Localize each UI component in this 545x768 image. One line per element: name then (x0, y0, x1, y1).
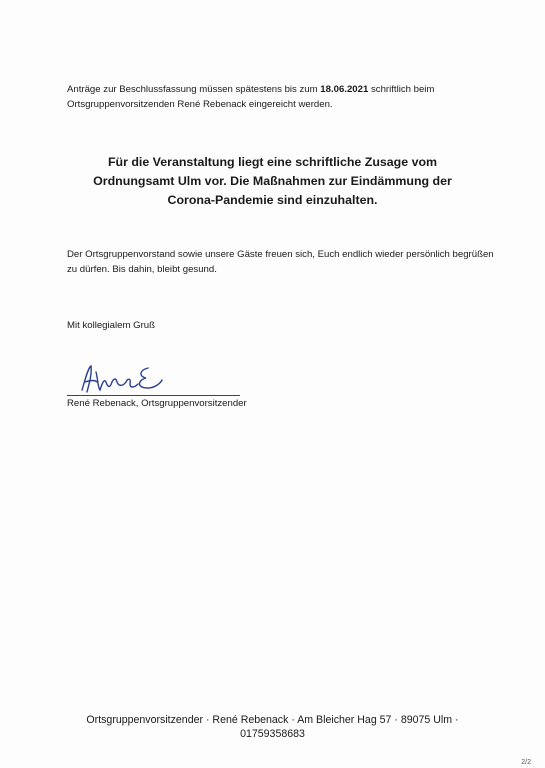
notice-line-2: Ordnungsamt Ulm vor. Die Maßnahmen zur Eindämmung der (93, 174, 452, 188)
deadline-paragraph (67, 82, 487, 112)
page-number: 2/2 (521, 759, 531, 766)
signatory-name: René Rebenack, Ortsgruppenvorsitzender (67, 398, 247, 409)
guests-paragraph: Der Ortsgruppenvorstand sowie unsere Gäste freuen sich, Euch endlich wieder persönlich begrüßen zu dürfen. Bis dahin, bleibt gesund. (67, 249, 494, 275)
deadline-text-end: schriftlich beim Ortsgruppenvorsitzenden René Rebenack eingereicht werden. (67, 84, 435, 110)
deadline-text-start: Anträge zur Beschlussfassung müssen spätestens bis zum (67, 84, 321, 95)
footer-address (60, 713, 485, 741)
deadline-date: 18.06.2021 (320, 84, 369, 95)
notice-line-1: Für die Veranstaltung liegt eine schriftliche Zusage vom (107, 155, 438, 169)
notice-line-3: Corona-Pandemie sind einzuhalten. (167, 193, 378, 207)
footer-line-2: 01759358683 (240, 728, 305, 740)
footer-line-1: Ortsgruppenvorsitzender · René Rebenack · Am Bleicher Hag 57 · 89075 Ulm · (86, 714, 459, 726)
closing-greeting: Mit kollegialem Gruß (67, 320, 155, 331)
corona-notice (80, 153, 465, 210)
handwritten-signature (76, 360, 246, 400)
